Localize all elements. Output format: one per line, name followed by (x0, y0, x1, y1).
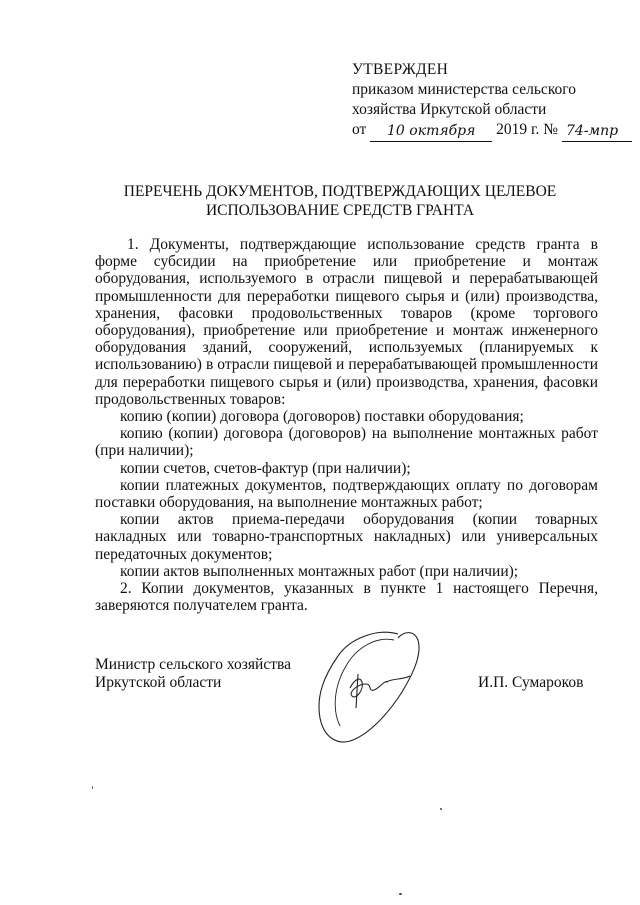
approval-line-1: приказом министерства сельского (352, 81, 577, 98)
list-item: копию (копии) договора (договоров) поставки оборудования; (120, 408, 524, 426)
order-date-handwritten: 10 октября (370, 121, 492, 142)
order-from-prefix: от (352, 121, 367, 138)
document-body (95, 236, 598, 614)
list-item: копии платежных документов, подтверждающих оплату по договорам поставки оборудования, на выполнение монтажных работ; (95, 476, 598, 512)
scan-speck (440, 808, 442, 810)
title-line-1: ПЕРЕЧЕНЬ ДОКУМЕНТОВ, ПОДТВЕРЖДАЮЩИХ ЦЕЛЕВОЕ (123, 183, 557, 200)
approval-heading: УТВЕРЖДЕН (352, 61, 449, 78)
list-item: копии актов выполненных монтажных работ (при наличии); (120, 562, 519, 580)
handwritten-signature-icon (298, 626, 448, 756)
scan-speck (92, 786, 93, 789)
paragraph-item-1: 1. Документы, подтверждающие использование средств гранта в форме субсидии на приобретение или приобретение и монтаж оборудования, используемого в отрасли пищевой и перерабатывающей промышленности для переработки пищевого сырья и (или) производства, хранения, фасовки продовольственных товаров (кроме торгового оборудования), приобретение или приобретение и монтаж инженерного оборудования зданий, сооружений, используемых (планируемых к использованию) в отрасли пищевой и перерабатывающей промышленности для переработки пищевого сырья и (или) производства, хранения, фасовки продовольственных товаров: (95, 236, 598, 408)
approval-stamp (352, 60, 632, 141)
order-line (352, 120, 632, 141)
position-line-2: Иркутской области (95, 674, 222, 691)
signatory-position (95, 656, 291, 692)
scan-speck (399, 893, 402, 895)
paragraph-item-2: 2. Копии документов, указанных в пункте 1 настоящего Перечня, заверяются получателем гранта. (95, 580, 598, 615)
position-line-1: Министр сельского хозяйства (95, 656, 291, 673)
order-number-handwritten: 74-мпр (562, 121, 632, 142)
approval-line-2: хозяйства Иркутской области (352, 101, 547, 118)
signer-name: И.П. Сумароков (478, 674, 584, 691)
order-year-text: 2019 г. № (496, 121, 559, 138)
list-item: копию (копии) договора (договоров) на выполнение монтажных работ (при наличии); (95, 425, 598, 460)
list-item: копии счетов, счетов-фактур (при наличии); (120, 459, 411, 477)
title-line-2: ИСПОЛЬЗОВАНИЕ СРЕДСТВ ГРАНТА (205, 202, 475, 219)
document-title (95, 182, 585, 220)
list-item: копии актов приема-передачи оборудования (копии товарных накладных или товарно-транспортных накладных) или универсальных передаточных документов; (95, 511, 598, 563)
